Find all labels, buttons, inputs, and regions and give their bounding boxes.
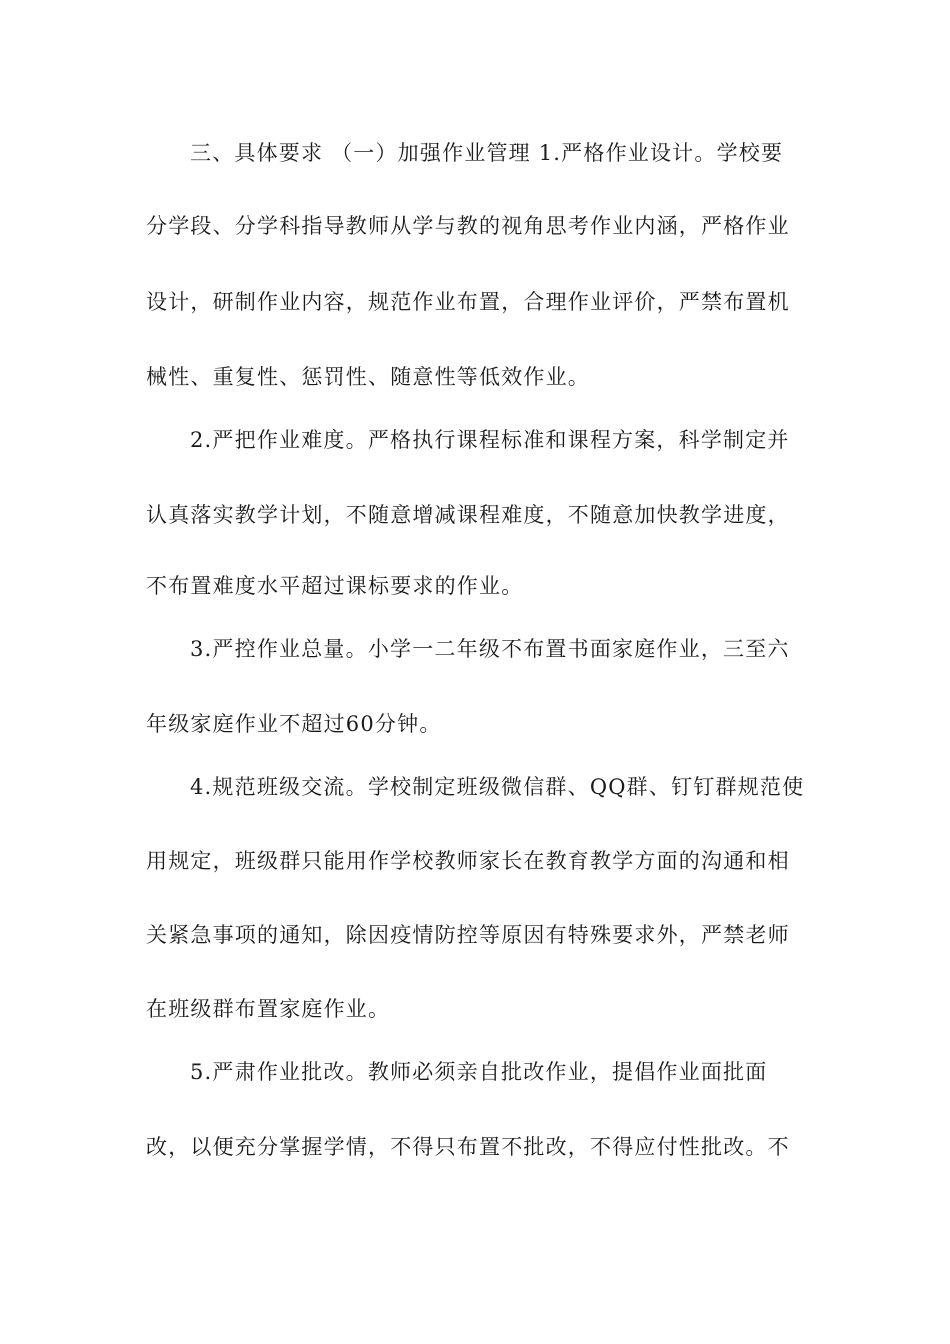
paragraph-line: 三、具体要求 （一）加强作业管理 1.严格作业设计。学校要 xyxy=(190,141,784,165)
paragraph-line: 4.规范班级交流。学校制定班级微信群、QQ群、钉钉群规范使 xyxy=(190,775,805,799)
paragraph-line: 械性、重复性、惩罚性、随意性等低效作业。 xyxy=(146,365,590,389)
paragraph-line: 分学段、分学科指导教师从学与教的视角思考作业内涵，严格作业 xyxy=(146,214,790,238)
paragraph-line: 用规定，班级群只能用作学校教师家长在教育教学方面的沟通和相 xyxy=(146,849,790,873)
paragraph-line: 改，以便充分掌握学情，不得只布置不批改，不得应付性批改。不 xyxy=(146,1135,790,1159)
paragraph-line: 设计，研制作业内容，规范作业布置，合理作业评价，严禁布置机 xyxy=(146,290,790,314)
paragraph-line: 认真落实教学计划，不随意增减课程难度，不随意加快教学进度， xyxy=(146,503,790,527)
paragraph-line: 在班级群布置家庭作业。 xyxy=(146,997,391,1021)
paragraph-line: 3.严控作业总量。小学一二年级不布置书面家庭作业，三至六 xyxy=(190,637,790,661)
paragraph-line: 2.严把作业难度。严格执行课程标准和课程方案，科学制定并 xyxy=(190,428,790,452)
paragraph-line: 不布置难度水平超过课标要求的作业。 xyxy=(146,574,524,598)
paragraph-line: 关紧急事项的通知，除因疫情防控等原因有特殊要求外，严禁老师 xyxy=(146,923,790,947)
paragraph-line: 年级家庭作业不超过60分钟。 xyxy=(146,712,442,736)
paragraph-line: 5.严肃作业批改。教师必须亲自批改作业，提倡作业面批面 xyxy=(190,1060,768,1084)
